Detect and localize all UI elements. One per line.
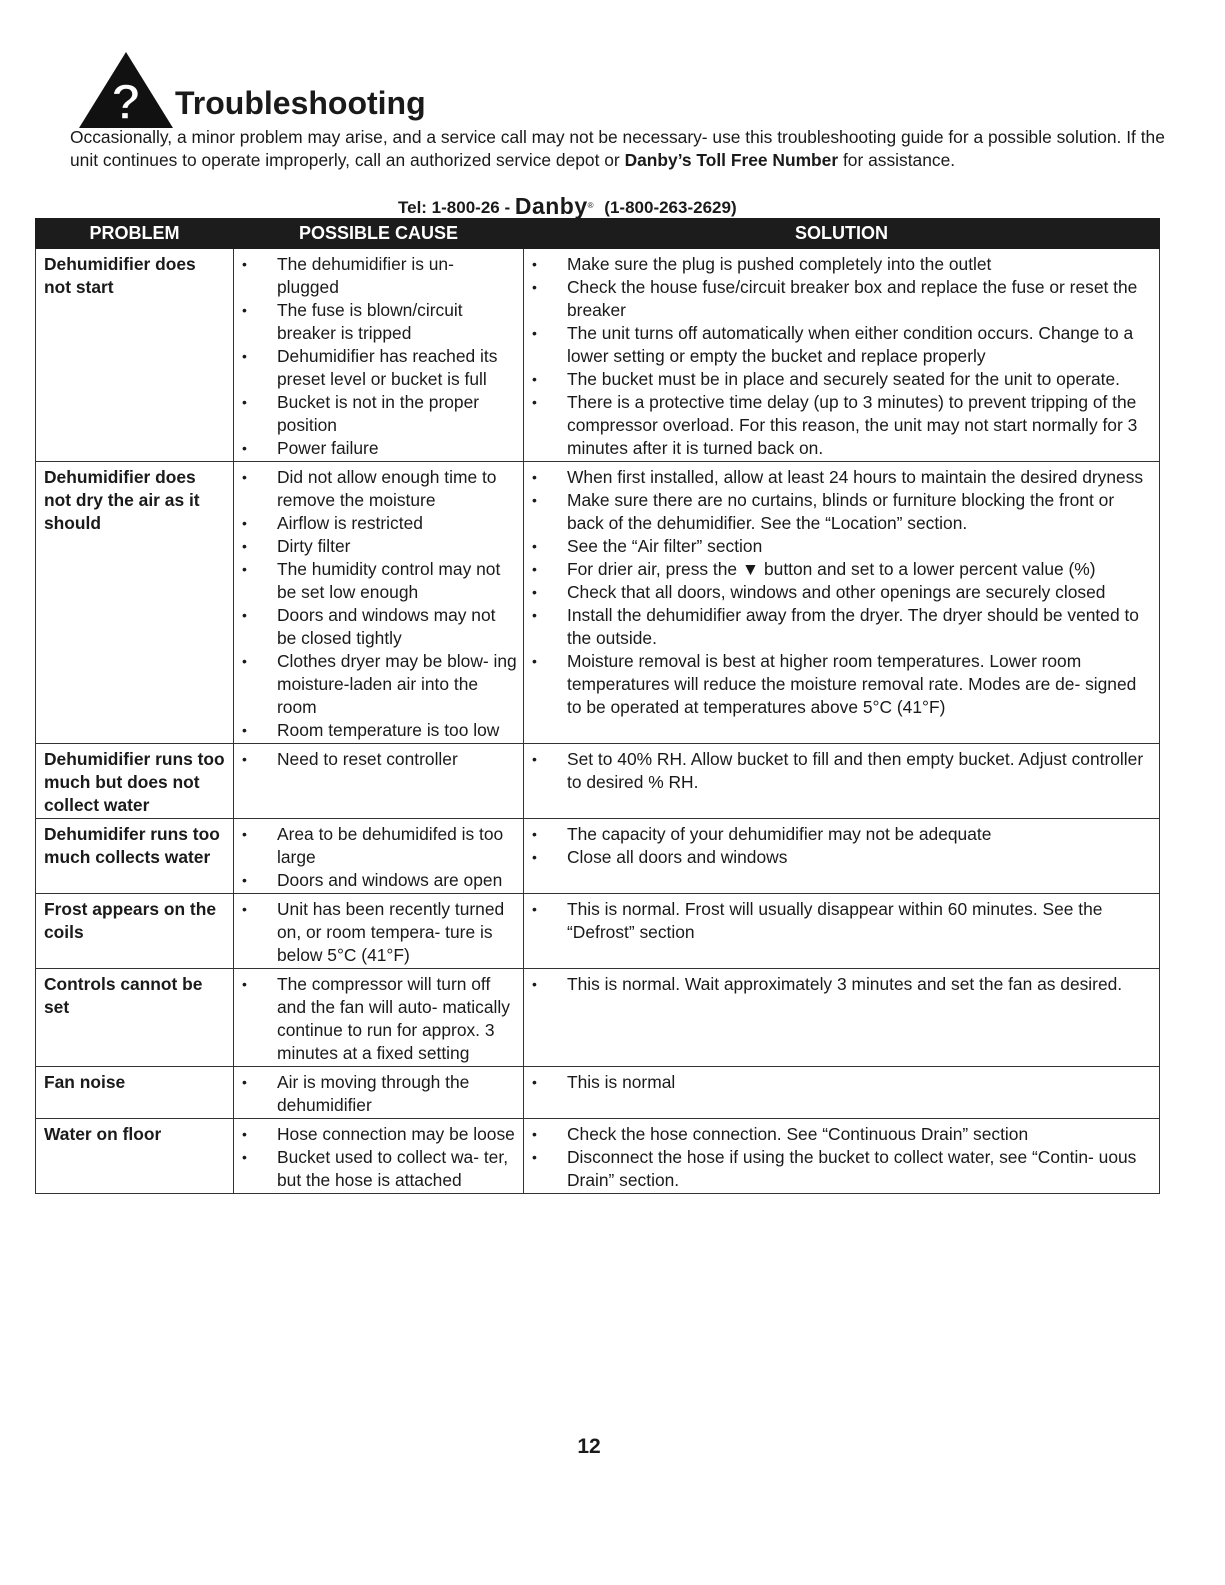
problem-cell: Dehumidifer runs too much collects water xyxy=(36,819,234,894)
cause-item: • Dirty filter xyxy=(242,535,517,558)
cause-item: • The compressor will turn off and the fan will auto- matically continue to run for approx. 3 minutes at a fixed setting xyxy=(242,973,517,1065)
problem-cell: Water on floor xyxy=(36,1119,234,1194)
solution-cell xyxy=(524,969,1160,1067)
solution-cell xyxy=(524,1067,1160,1119)
cause-cell xyxy=(234,819,524,894)
problem-cell: Dehumidifier does not start xyxy=(36,249,234,462)
solution-item: • There is a protective time delay (up to 3 minutes) to prevent tripping of the compressor overload. For this reason, the unit may not start normally for 3 minutes after it is turned back on. xyxy=(532,391,1153,460)
solution-list xyxy=(532,1071,1153,1094)
solution-list xyxy=(532,748,1153,794)
column-header-problem: PROBLEM xyxy=(36,219,234,249)
cause-cell xyxy=(234,1067,524,1119)
cause-cell xyxy=(234,894,524,969)
cause-item: • Dehumidifier has reached its preset level or bucket is full xyxy=(242,345,517,391)
cause-item: • Airflow is restricted xyxy=(242,512,517,535)
solution-cell xyxy=(524,744,1160,819)
cause-item: • Bucket is not in the proper position xyxy=(242,391,517,437)
cause-list xyxy=(242,748,517,771)
table-header-row xyxy=(36,219,1160,249)
table-row xyxy=(36,1119,1160,1194)
solution-cell xyxy=(524,462,1160,744)
tel-number: (1-800-263-2629) xyxy=(604,198,737,217)
solution-item: • Disconnect the hose if using the bucket to collect water, see “Contin- uous Drain” section. xyxy=(532,1146,1153,1192)
cause-item: • Clothes dryer may be blow- ing moisture-laden air into the room xyxy=(242,650,517,719)
intro-text-end: for assistance. xyxy=(838,150,956,170)
table-row xyxy=(36,249,1160,462)
cause-item: • The humidity control may not be set low enough xyxy=(242,558,517,604)
problem-cell: Frost appears on the coils xyxy=(36,894,234,969)
cause-item: • Doors and windows may not be closed tightly xyxy=(242,604,517,650)
problem-cell: Dehumidifier runs too much but does not collect water xyxy=(36,744,234,819)
table-row xyxy=(36,819,1160,894)
solution-list xyxy=(532,1123,1153,1192)
cause-item: • The fuse is blown/circuit breaker is tripped xyxy=(242,299,517,345)
solution-item: • Set to 40% RH. Allow bucket to fill and then empty bucket. Adjust controller to desired % RH. xyxy=(532,748,1153,794)
cause-item: • Bucket used to collect wa- ter, but the hose is attached xyxy=(242,1146,517,1192)
cause-list xyxy=(242,1071,517,1117)
solution-item: • Close all doors and windows xyxy=(532,846,1153,869)
cause-cell xyxy=(234,462,524,744)
solution-cell xyxy=(524,249,1160,462)
solution-item: • When first installed, allow at least 24 hours to maintain the desired dryness xyxy=(532,466,1153,489)
cause-item: • Need to reset controller xyxy=(242,748,517,771)
solution-list xyxy=(532,898,1153,944)
problem-cell: Fan noise xyxy=(36,1067,234,1119)
page-title: Troubleshooting xyxy=(175,85,426,121)
solution-list xyxy=(532,973,1153,996)
solution-item: • For drier air, press the ▼ button and set to a lower percent value (%) xyxy=(532,558,1153,581)
solution-item: • This is normal. Frost will usually disappear within 60 minutes. See the “Defrost” section xyxy=(532,898,1153,944)
cause-item: • Did not allow enough time to remove the moisture xyxy=(242,466,517,512)
registered-mark: ® xyxy=(587,201,594,210)
solution-item: • This is normal xyxy=(532,1071,1153,1094)
cause-item: • The dehumidifier is un- plugged xyxy=(242,253,517,299)
cause-cell xyxy=(234,249,524,462)
solution-cell xyxy=(524,819,1160,894)
solution-item: • Install the dehumidifier away from the dryer. The dryer should be vented to the outside. xyxy=(532,604,1153,650)
danby-logo: Danby xyxy=(514,193,588,219)
cause-list xyxy=(242,973,517,1065)
solution-cell xyxy=(524,894,1160,969)
cause-item: • Hose connection may be loose xyxy=(242,1123,517,1146)
cause-cell xyxy=(234,969,524,1067)
table-row xyxy=(36,969,1160,1067)
cause-item: • Air is moving through the dehumidifier xyxy=(242,1071,517,1117)
page-number: 12 xyxy=(577,1435,601,1458)
table-row xyxy=(36,894,1160,969)
cause-cell xyxy=(234,744,524,819)
cause-list xyxy=(242,466,517,742)
solution-item: • Moisture removal is best at higher room temperatures. Lower room temperatures will reduce the moisture removal rate. Modes are de- signed to be operated at temperatures above 5°C (41°F) xyxy=(532,650,1153,719)
solution-item: • The bucket must be in place and securely seated for the unit to operate. xyxy=(532,368,1153,391)
troubleshooting-table xyxy=(35,218,1160,1194)
table-row xyxy=(36,744,1160,819)
problem-cell: Dehumidifier does not dry the air as it should xyxy=(36,462,234,744)
cause-item: • Doors and windows are open xyxy=(242,869,517,892)
solution-item: • The capacity of your dehumidifier may not be adequate xyxy=(532,823,1153,846)
cause-item: • Room temperature is too low xyxy=(242,719,517,742)
tel-prefix: Tel: 1-800-26 - xyxy=(398,198,511,217)
toll-free-label: Danby’s Toll Free Number xyxy=(624,150,839,170)
cause-item: • Unit has been recently turned on, or room tempera- ture is below 5°C (41°F) xyxy=(242,898,517,967)
intro-text: Occasionally, a minor problem may arise, and a service call may not be necessary- use this troubleshooting guide for a possible solution. If the unit continues to operate improperly, call an authorized service depot or xyxy=(70,127,1165,170)
column-header-solution: SOLUTION xyxy=(524,219,1160,249)
table-row xyxy=(36,1067,1160,1119)
solution-item: • Make sure there are no curtains, blinds or furniture blocking the front or back of the dehumidifier. See the “Location” section. xyxy=(532,489,1153,535)
cause-list xyxy=(242,253,517,460)
solution-cell xyxy=(524,1119,1160,1194)
solution-list xyxy=(532,253,1153,460)
solution-list xyxy=(532,466,1153,719)
cause-item: • Area to be dehumidifed is too large xyxy=(242,823,517,869)
solution-item: • See the “Air filter” section xyxy=(532,535,1153,558)
question-mark-icon: ? xyxy=(110,74,142,130)
solution-list xyxy=(532,823,1153,869)
cause-item: • Power failure xyxy=(242,437,517,460)
cause-cell xyxy=(234,1119,524,1194)
cause-list xyxy=(242,1123,517,1192)
solution-item: • Make sure the plug is pushed completely into the outlet xyxy=(532,253,1153,276)
cause-list xyxy=(242,898,517,967)
telephone-line xyxy=(398,195,737,219)
warning-question-icon xyxy=(76,48,176,130)
solution-item: • The unit turns off automatically when either condition occurs. Change to a lower setting or empty the bucket and replace properly xyxy=(532,322,1153,368)
table-row xyxy=(36,462,1160,744)
problem-cell: Controls cannot be set xyxy=(36,969,234,1067)
cause-list xyxy=(242,823,517,892)
solution-item: • Check that all doors, windows and other openings are securely closed xyxy=(532,581,1153,604)
intro-paragraph xyxy=(70,126,1165,172)
solution-item: • Check the house fuse/circuit breaker box and replace the fuse or reset the breaker xyxy=(532,276,1153,322)
solution-item: • This is normal. Wait approximately 3 minutes and set the fan as desired. xyxy=(532,973,1153,996)
solution-item: • Check the hose connection. See “Continuous Drain” section xyxy=(532,1123,1153,1146)
column-header-cause: POSSIBLE CAUSE xyxy=(234,219,524,249)
page-header xyxy=(70,40,1170,130)
